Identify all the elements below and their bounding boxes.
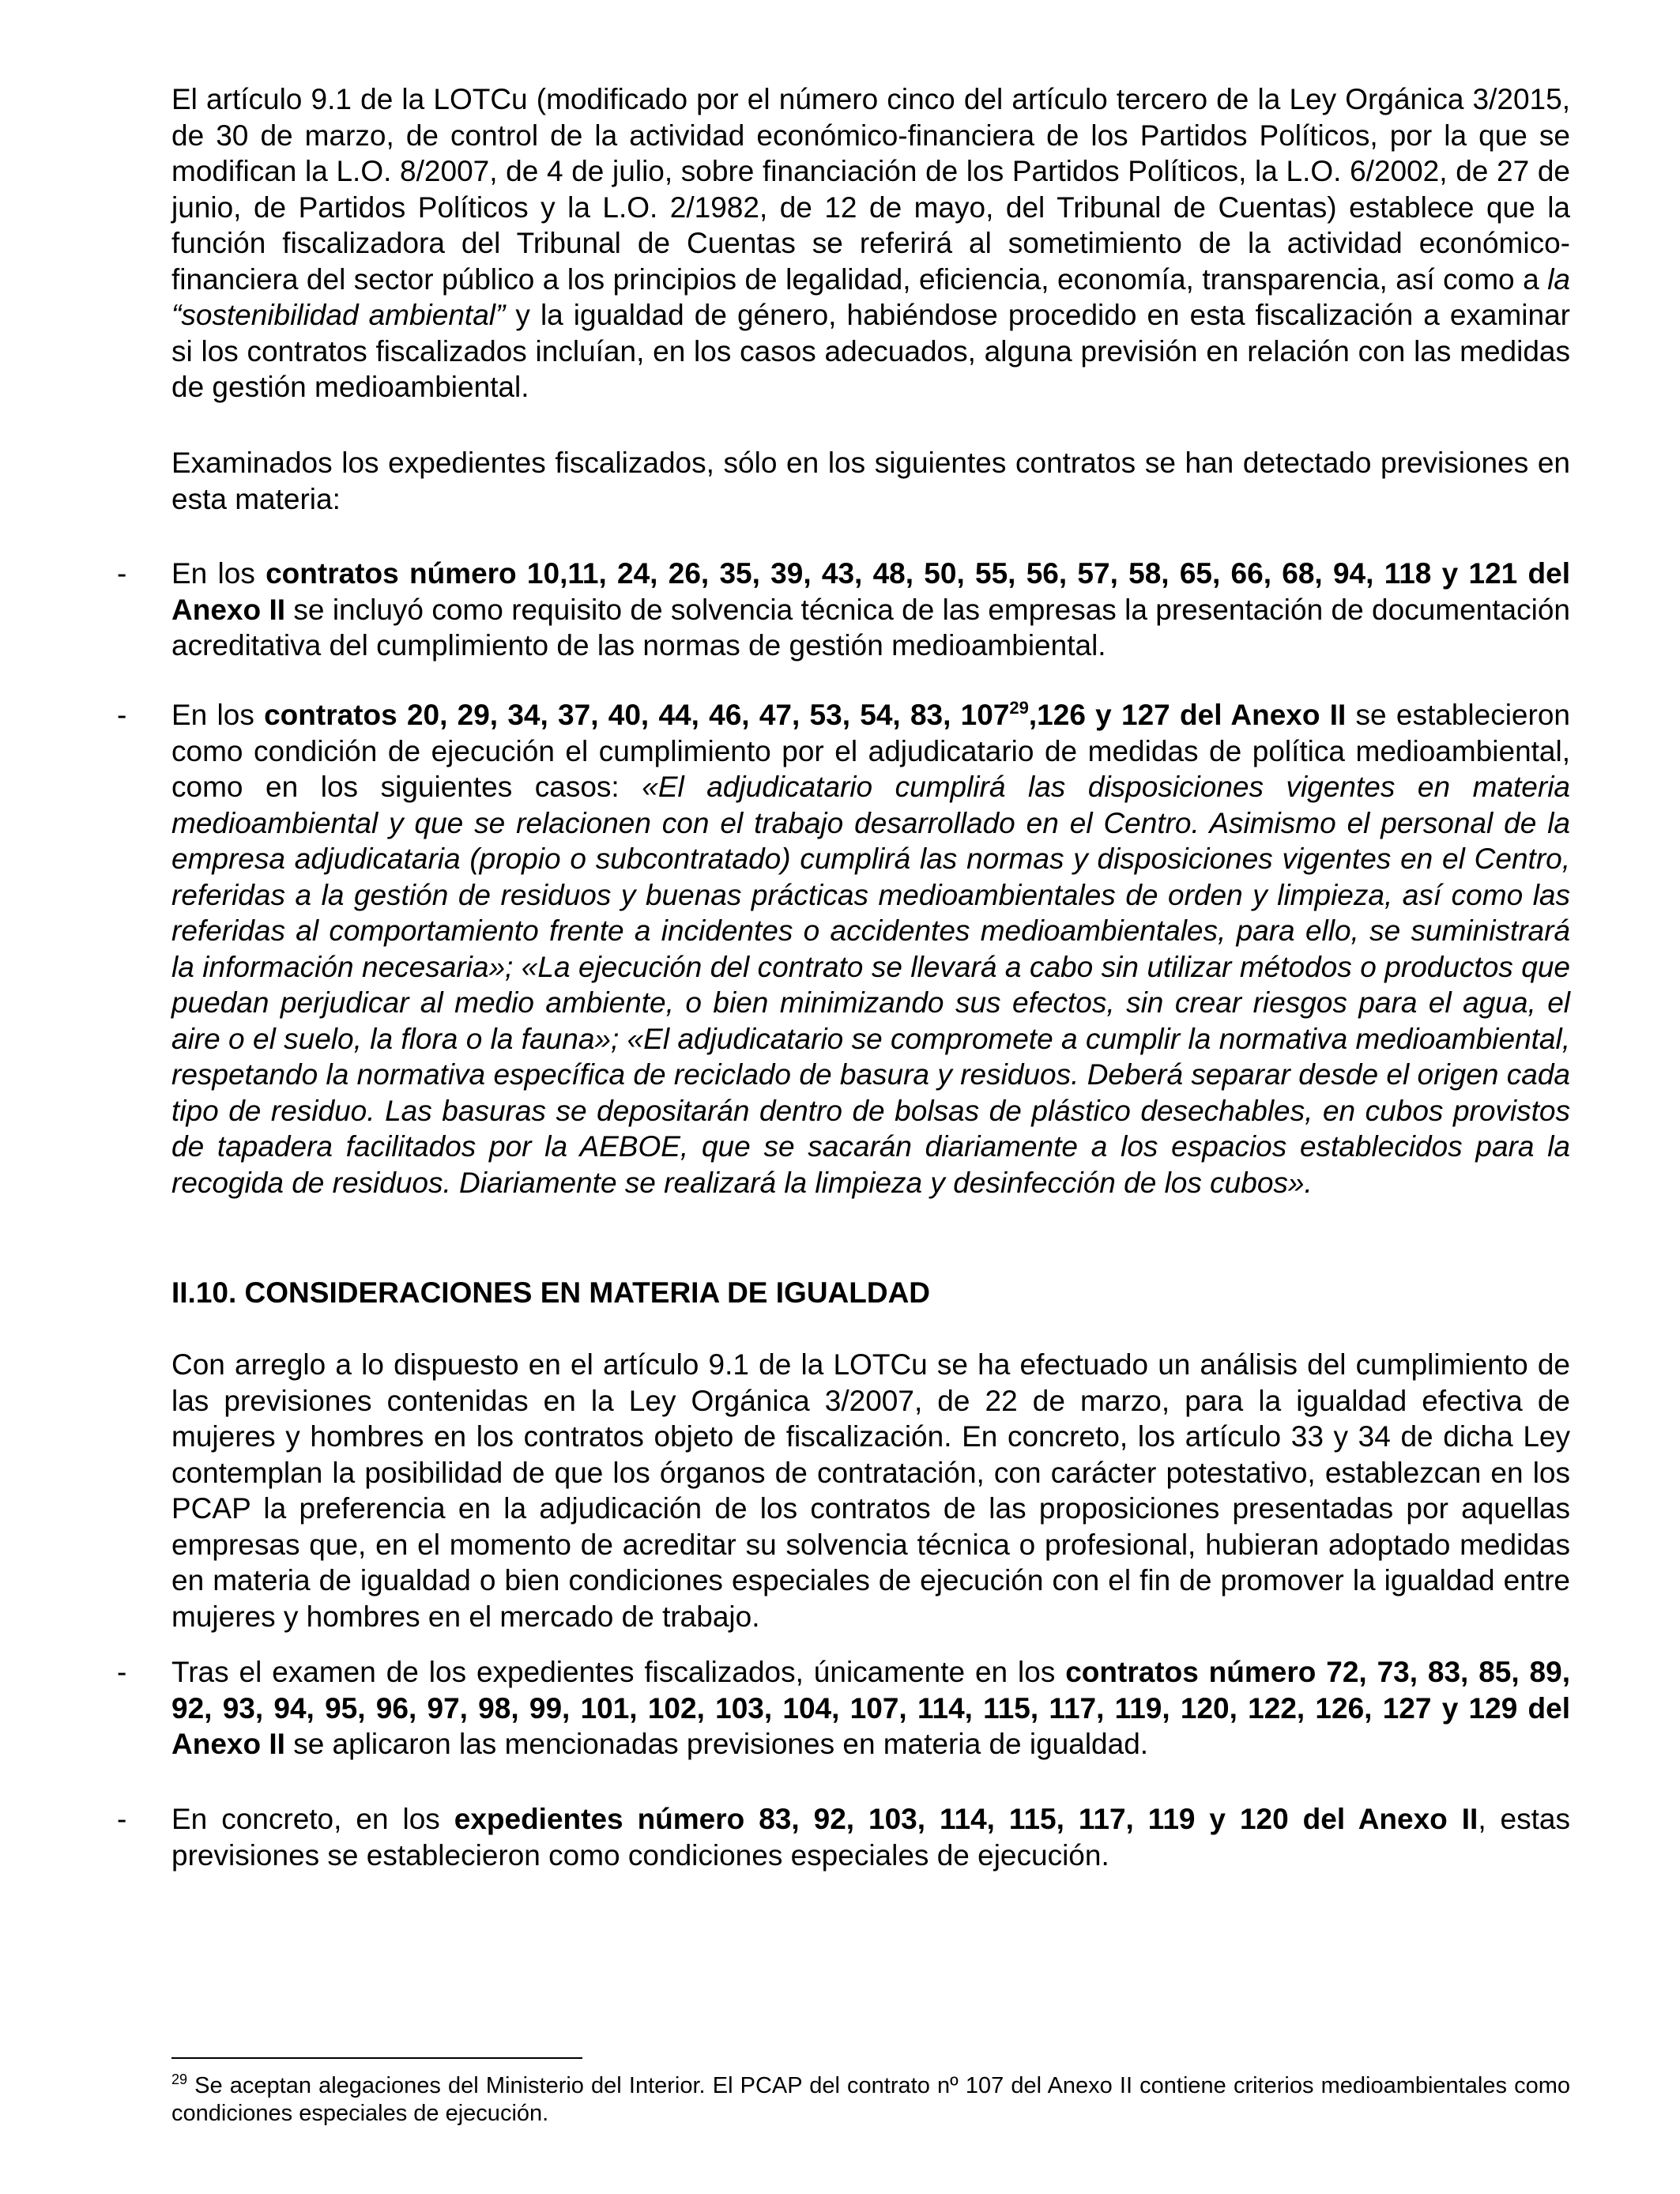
- bullet-text: En concreto, en los: [171, 1803, 454, 1835]
- bullet-bold-contracts: contratos 20, 29, 34, 37, 40, 44, 46, 47, 53, 54, 83, 107: [264, 699, 1010, 731]
- intro-paragraph: [171, 81, 1570, 405]
- bullet-dash: -: [117, 699, 127, 731]
- bullet-execution-conditions: [171, 697, 1570, 1201]
- footnote-text: Se aceptan alegaciones del Ministerio del Interior. El PCAP del contrato nº 107 del Anexo II contiene criterios medioambientales como condiciones especiales de ejecución.: [171, 2073, 1570, 2126]
- bullet-dash: -: [117, 1656, 127, 1688]
- bullet-dash: -: [117, 557, 127, 590]
- bullet-equality-applied: [171, 1654, 1570, 1762]
- bullet-text-end: se aplicaron las mencionadas previsiones en materia de igualdad.: [284, 1728, 1149, 1760]
- bullet-text-end: se incluyó como requisito de solvencia técnica de las empresas la presentación de documentación acreditativa del cumplimiento de las normas de gestión medioambiental.: [171, 593, 1570, 662]
- bullet-italic-quotes: «El adjudicatario cumplirá las disposiciones vigentes en materia medioambiental y que se relacionen con el trabajo desarrollado en el Centro. Asimismo el personal de la empresa adjudicataria (propio o subcontratado) cumplirá las normas y disposiciones vigentes en el Centro, referidas a la gestión de residuos y buenas prácticas medioambientales de orden y limpieza, así como las referidas al comportamiento frente a incidentes o accidentes medioambientales, para ello, se suministrará la información necesaria»; «La ejecución del contrato se llevará a cabo sin utilizar métodos o productos que puedan perjudicar al medio ambiente, o bien minimizando sus efectos, sin crear riesgos para el agua, el aire o el suelo, la flora o la fauna»; «El adjudicatario se compromete a cumplir la normativa medioambiental, respetando la normativa específica de reciclado de basura y residuos. Deberá separar desde el origen cada tipo de residuo. Las basuras se depositarán dentro de bolsas de plástico desechables, en cubos provistos de tapadera facilitados por la AEBOE, que se sacarán diariamente a los espacios establecidos para la recogida de residuos. Diariamente se realizará la limpieza y desinfección de los cubos».: [171, 771, 1570, 1199]
- footnote-number: 29: [171, 2071, 188, 2087]
- footnote-divider: [171, 2057, 582, 2059]
- bullet-bold-contracts: contratos número 72, 73, 83, 85, 89, 92, 93, 94, 95, 96, 97, 98, 99, 101, 102, 103, 104, 107, 114, 115, 117, 119, 120, 122, 126, 127 y 129 del Anexo II: [171, 1656, 1570, 1760]
- bullet-bold-contracts-end: ,126 y 127 del Anexo II: [1028, 699, 1347, 731]
- bullet-text: Tras el examen de los expedientes fiscalizados, únicamente en los: [171, 1656, 1066, 1688]
- bullet-text: En los: [171, 557, 266, 590]
- equality-paragraph: Con arreglo a lo dispuesto en el artículo 9.1 de la LOTCu se ha efectuado un análisis del cumplimiento de las previsiones contenidas en la Ley Orgánica 3/2007, de 22 de marzo, para la igualdad efectiva de mujeres y hombres en los contratos objeto de fiscalización. En concreto, los artículo 33 y 34 de dicha Ley contemplan la posibilidad de que los órganos de contratación, con carácter potestativo, establezcan en los PCAP la preferencia en la adjudicación de los contratos de las proposiciones presentadas por aquellas empresas que, en el momento de acreditar su solvencia técnica o profesional, hubieran adoptado medidas en materia de igualdad o bien condiciones especiales de ejecución con el fin de promover la igualdad entre mujeres y hombres en el mercado de trabajo.: [171, 1348, 1570, 1633]
- bullet-bold-files: expedientes número 83, 92, 103, 114, 115, 117, 119 y 120 del Anexo II: [454, 1803, 1478, 1835]
- bullet-dash: -: [117, 1803, 127, 1835]
- bullet-text: En los: [171, 699, 265, 731]
- bullet-bold-contracts: contratos número 10,11, 24, 26, 35, 39, 43, 48, 50, 55, 56, 57, 58, 65, 66, 68, 94, 118 y 121 del Anexo II: [171, 557, 1570, 626]
- footnote-reference[interactable]: 29: [1009, 698, 1029, 718]
- bullet-text-end: , estas previsiones se establecieron como condiciones especiales de ejecución.: [171, 1803, 1570, 1872]
- intro-text-end: y la igualdad de género, habiéndose procedido en esta fiscalización a examinar si los contratos fiscalizados incluían, en los casos adecuados, alguna previsión en relación con las medidas de gestión medioambiental.: [171, 299, 1570, 403]
- bullet-solvency: [171, 556, 1570, 664]
- intro-italic-quote: la “sostenibilidad ambiental”: [171, 262, 1570, 331]
- bullet-special-conditions: [171, 1801, 1570, 1873]
- examined-paragraph: Examinados los expedientes fiscalizados, sólo en los siguientes contratos se han detectado previsiones en esta materia:: [171, 447, 1570, 515]
- intro-text: El artículo 9.1 de la LOTCu (modificado por el número cinco del artículo tercero de la Ley Orgánica 3/2015, de 30 de marzo, de control de la actividad económico-financiera de los Partidos Políticos, por la que se modifican la L.O. 8/2007, de 4 de julio, sobre financiación de los Partidos Políticos, la L.O. 6/2002, de 27 de junio, de Partidos Políticos y la L.O. 2/1982, de 12 de mayo, del Tribunal de Cuentas) establece que la función fiscalizadora del Tribunal de Cuentas se referirá al sometimiento de la actividad económico-financiera del sector público a los principios de legalidad, eficiencia, economía, transparencia, así como a: [171, 83, 1570, 296]
- bullet-text-mid: se establecieron como condición de ejecución el cumplimiento por el adjudicatario de medidas de política medioambiental, como en los siguientes casos:: [171, 699, 1570, 803]
- footnote: [171, 2072, 1570, 2128]
- section-heading: II.10. CONSIDERACIONES EN MATERIA DE IGUALDAD: [171, 1276, 931, 1309]
